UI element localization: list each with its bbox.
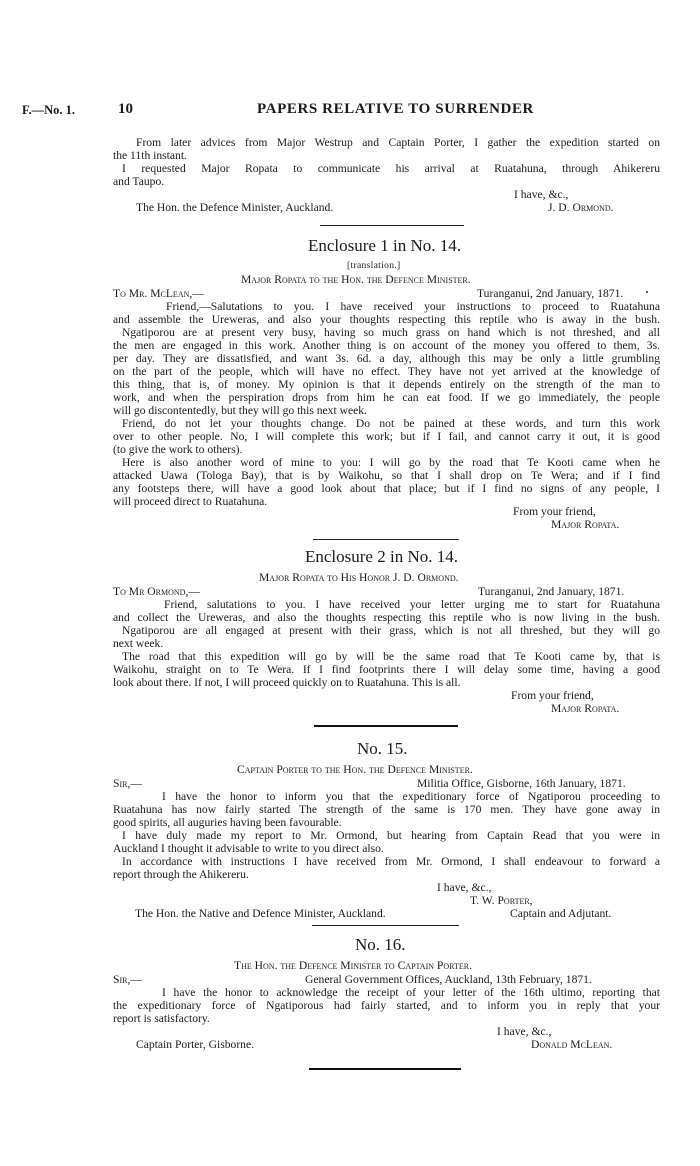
- enclosure-1-line: will proceed direct to Ruatahuna.: [113, 495, 268, 508]
- no-16-salutation: Sir,—: [113, 973, 142, 986]
- intro-addressee: The Hon. the Defence Minister, Auckland.: [136, 201, 334, 214]
- enclosure-1-line: over to other people. No, I will complete this work; but if I fail, and cannot carry it out, it is good: [113, 430, 660, 443]
- no-15-rank: Captain and Adjutant.: [510, 907, 612, 920]
- enclosure-2-line: and collect the Ureweras, and also the thoughts respecting this reptile who is now living in the bush.: [113, 611, 660, 624]
- enclosure-2-line: The road that this expedition will go by will be the same road that Te Kooti came by, that is: [122, 650, 660, 663]
- enclosure-1-from-to: Major Ropata to the Hon. the Defence Minister.: [241, 273, 471, 286]
- enclosure-2-line: Waikohu, straight on to Te Wera. If I find footprints there I will delay some time, having a good: [113, 663, 660, 676]
- no-16-place-date: General Government Offices, Auckland, 13th February, 1871.: [305, 973, 592, 986]
- no-15-addressee: The Hon. the Native and Defence Minister, Auckland.: [135, 907, 386, 920]
- enclosure-1-closing: From your friend,: [513, 505, 596, 518]
- enclosure-1-line: Friend, do not let your thoughts change. Do not be pained at these words, and turn this work: [122, 417, 660, 430]
- enclosure-1-line: Here is also another word of mine to you: I will go by the road that Te Kooti came when he: [122, 456, 660, 469]
- enclosure-1-line: any footsteps there, will have a good look about that place; but if I find no signs of any people, I: [113, 482, 660, 495]
- intro-signature: J. D. Ormond.: [548, 201, 614, 214]
- no-15-line: Ruatahuna has now fairly started The strength of the same is 170 men. They have gone away in: [113, 803, 660, 816]
- no-15-heading: No. 15.: [357, 739, 408, 758]
- enclosure-1-salutation: To Mr. McLean,—: [113, 287, 204, 300]
- enclosure-1-signature: Major Ropata.: [551, 518, 620, 531]
- page-title: PAPERS RELATIVE TO SURRENDER: [257, 101, 534, 117]
- enclosure-1-line: and assemble the Ureweras, and also your thoughts respecting this reptile who is away in the bush.: [113, 313, 660, 326]
- enclosure-1-line: this thing, that is, of money. My opinion is that it depends entirely on the strength of the man to: [113, 378, 660, 391]
- enclosure-1-line: the men are engaged in this work. Another thing is on account of the money you offered to them, 3s.: [113, 339, 660, 352]
- no-15-salutation: Sir,—: [113, 777, 142, 790]
- enclosure-1-line: per day. They are dissatisfied, and want 3s. 6d. a day, although this may be only a little grumbling: [113, 352, 660, 365]
- enclosure-2-line: look about there. If not, I will proceed quickly on to Ruatahuna. This is all.: [113, 676, 461, 689]
- no-15-line: I have the honor to inform you that the expeditionary force of Ngatiporou proceeding to: [162, 790, 660, 803]
- no-16-addressee: Captain Porter, Gisborne.: [136, 1038, 255, 1051]
- intro-line: From later advices from Major Westrup and Captain Porter, I gather the expedition started on: [136, 136, 660, 149]
- enclosure-2-line: next week.: [113, 637, 164, 650]
- no-16-line: I have the honor to acknowledge the receipt of your letter of the 16th ultimo, reporting that: [162, 986, 660, 999]
- no-16-closing: I have, &c.,: [497, 1025, 552, 1038]
- enclosure-1-line: Ngatiporou are at present very busy, having so much grass on hand which is not threshed, and all: [122, 326, 660, 339]
- no-16-line: the expeditionary force of Ngatiporous had fairly started, and to inform you in reply that your: [113, 999, 660, 1012]
- enclosure-2-salutation: To Mr Ormond,—: [113, 585, 200, 598]
- no-15-line: Auckland I thought it advisable to write to you direct also.: [113, 842, 384, 855]
- enclosure-1-line: on the part of the people, which will have no effect. They have not yet arrived at the knowledge of: [113, 365, 660, 378]
- no-15-line: good spirits, all auguries having been favourable.: [113, 816, 342, 829]
- intro-line: the 11th instant.: [113, 149, 187, 162]
- section-divider: [314, 725, 458, 727]
- no-15-place-date: Militia Office, Gisborne, 16th January, 1871.: [417, 777, 626, 790]
- no-15-closing: I have, &c.,: [437, 881, 492, 894]
- enclosure-2-heading: Enclosure 2 in No. 14.: [305, 547, 458, 566]
- enclosure-2-closing: From your friend,: [511, 689, 594, 702]
- no-15-line: report through the Ahikereru.: [113, 868, 249, 881]
- no-16-from-to: The Hon. the Defence Minister to Captain Porter.: [234, 959, 473, 972]
- enclosure-2-from-to: Major Ropata to His Honor J. D. Ormond.: [259, 571, 459, 584]
- intro-line: I requested Major Ropata to communicate his arrival at Ruatahuna, through Ahikereru: [122, 162, 660, 175]
- enclosure-1-line: work, and when the perspiration drops from him he can eat food. If we go immediately, the people: [113, 391, 660, 404]
- intro-line: and Taupo.: [113, 175, 165, 188]
- speck-mark: [646, 291, 648, 293]
- enclosure-2-signature: Major Ropata.: [551, 702, 620, 715]
- enclosure-1-line: will go discontentedly, but they will go this next week.: [113, 404, 367, 417]
- document-reference: F.—No. 1.: [22, 103, 76, 117]
- page-end-rule: [309, 1068, 461, 1070]
- no-15-line: I have duly made my report to Mr. Ormond, but hearing from Captain Read that you were in: [122, 829, 660, 842]
- translation-note: [translation.]: [347, 260, 401, 271]
- enclosure-2-line: Ngatiporou are all engaged at present with their grass, which is not all threshed, but they will go: [122, 624, 660, 637]
- enclosure-1-line: Friend,—Salutations to you. I have received your instructions to proceed to Ruatahuna: [166, 300, 660, 313]
- enclosure-1-line: (to give the work to others).: [113, 443, 243, 456]
- enclosure-2-line: Friend, salutations to you. I have received your letter urging me to start for Ruatahuna: [164, 598, 660, 611]
- no-16-heading: No. 16.: [355, 935, 406, 954]
- no-16-line: report is satisfactory.: [113, 1012, 210, 1025]
- enclosure-1-heading: Enclosure 1 in No. 14.: [308, 236, 461, 255]
- no-15-signature: T. W. Porter,: [470, 894, 533, 907]
- enclosure-1-line: attacked Uawa (Tologa Bay), that is by Waikohu, so that I shall drop on Te Wera; and if I find: [113, 469, 660, 482]
- enclosure-2-place-date: Turanganui, 2nd January, 1871.: [478, 585, 625, 598]
- section-divider: [312, 925, 459, 926]
- no-15-from-to: Captain Porter to the Hon. the Defence Minister.: [237, 763, 473, 776]
- no-16-signature: Donald McLean.: [531, 1038, 613, 1051]
- section-divider: [313, 539, 459, 540]
- page-number: 10: [118, 101, 133, 117]
- section-divider: [320, 225, 464, 226]
- no-15-line: In accordance with instructions I have received from Mr. Ormond, I shall endeavour to forward a: [122, 855, 660, 868]
- enclosure-1-place-date: Turanganui, 2nd January, 1871.: [477, 287, 624, 300]
- intro-closing: I have, &c.,: [514, 188, 569, 201]
